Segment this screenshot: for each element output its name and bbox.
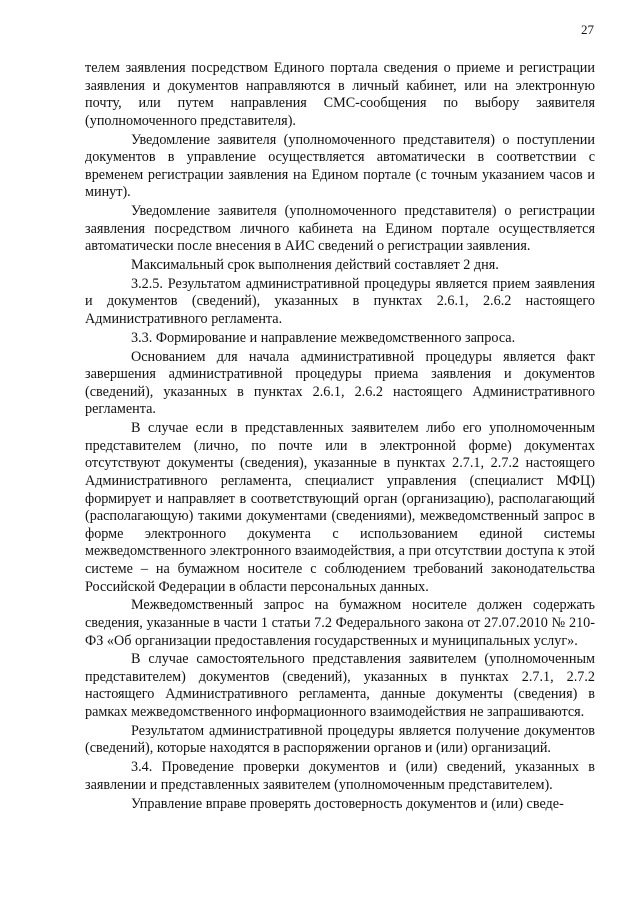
paragraph-paper-request: Межведомственный запрос на бумажном носителе должен содержать сведения, указанные в части 1 статьи 7.2 Федерального закона от 27.07.2010 № 210-ФЗ «Об организации предоставления государственных и муниципальных услуг».	[85, 597, 595, 649]
paragraph-result: Результатом административной процедуры является получение документов (сведений), которые находятся в распоряжении органов и (или) организаций.	[85, 722, 595, 757]
paragraph-max-duration: Максимальный срок выполнения действий составляет 2 дня.	[131, 257, 499, 274]
paragraph-basis: Основанием для начала административной процедуры является факт завершения административной процедуры приема заявления и документов (сведений), указанных в пунктах 2.6.1, 2.6.2 настоящего Административного регламента.	[85, 348, 595, 418]
paragraph-notification-receipt: Уведомление заявителя (уполномоченного представителя) о поступлении документов в управление осуществляется автоматически в соответствии с временем регистрации заявления на Едином портале (с точным указанием часов и минут).	[85, 131, 595, 201]
paragraph-missing-documents: В случае если в представленных заявителем либо его уполномоченным представителем (лично, по почте или в электронной форме) документах отсутствуют документы (сведения), указанные в пунктах 2.7.1, 2.7.2 настоящего Административного регламента, специалист управления (специалист МФЦ) формирует и направляет в соответствующий орган (организацию), располагающий (располагающую) такими документами (сведениями), межведомственный запрос в форме электронного документа с использованием единой системы межведомственного электронного взаимодействия, а при отсутствии доступа к этой системе – на бумажном носителе с соблюдением требований законодательства Российской Федерации в области персональных данных.	[85, 420, 595, 595]
paragraph-notification-registration: Уведомление заявителя (уполномоченного представителя) о регистрации заявления посредством личного кабинета на Едином портале осуществляется автоматически после внесения в АИС сведений о регистрации заявления.	[85, 203, 595, 255]
page-number: 27	[581, 22, 594, 37]
paragraph-verification: Управление вправе проверять достоверность документов и (или) сведе-	[131, 795, 564, 812]
section-heading-3-3: 3.3. Формирование и направление межведомственного запроса.	[131, 329, 516, 346]
paragraph-self-submission: В случае самостоятельного представления заявителем (уполномоченным представителем) документов (сведений), указанных в пунктах 2.7.1, 2.7.2 настоящего Административного регламента, данные документы (сведения) в рамках межведомственного информационного взаимодействия не запрашиваются.	[85, 651, 595, 721]
section-heading-3-4: 3.4. Проведение проверки документов и (или) сведений, указанных в заявлении и представленных заявителем (уполномоченным представителем).	[85, 759, 595, 793]
document-body	[85, 60, 595, 814]
paragraph-continuation: телем заявления посредством Единого портала сведения о приеме и регистрации заявления и документов направляются в личный кабинет, или на электронную почту, или путем направления СМС-сообщения по выбору заявителя (уполномоченного представителя).	[85, 60, 595, 129]
paragraph-3-2-5: 3.2.5. Результатом административной процедуры является прием заявления и документов (сведений), указанных в пунктах 2.6.1, 2.6.2 настоящего Административного регламента.	[85, 275, 595, 328]
